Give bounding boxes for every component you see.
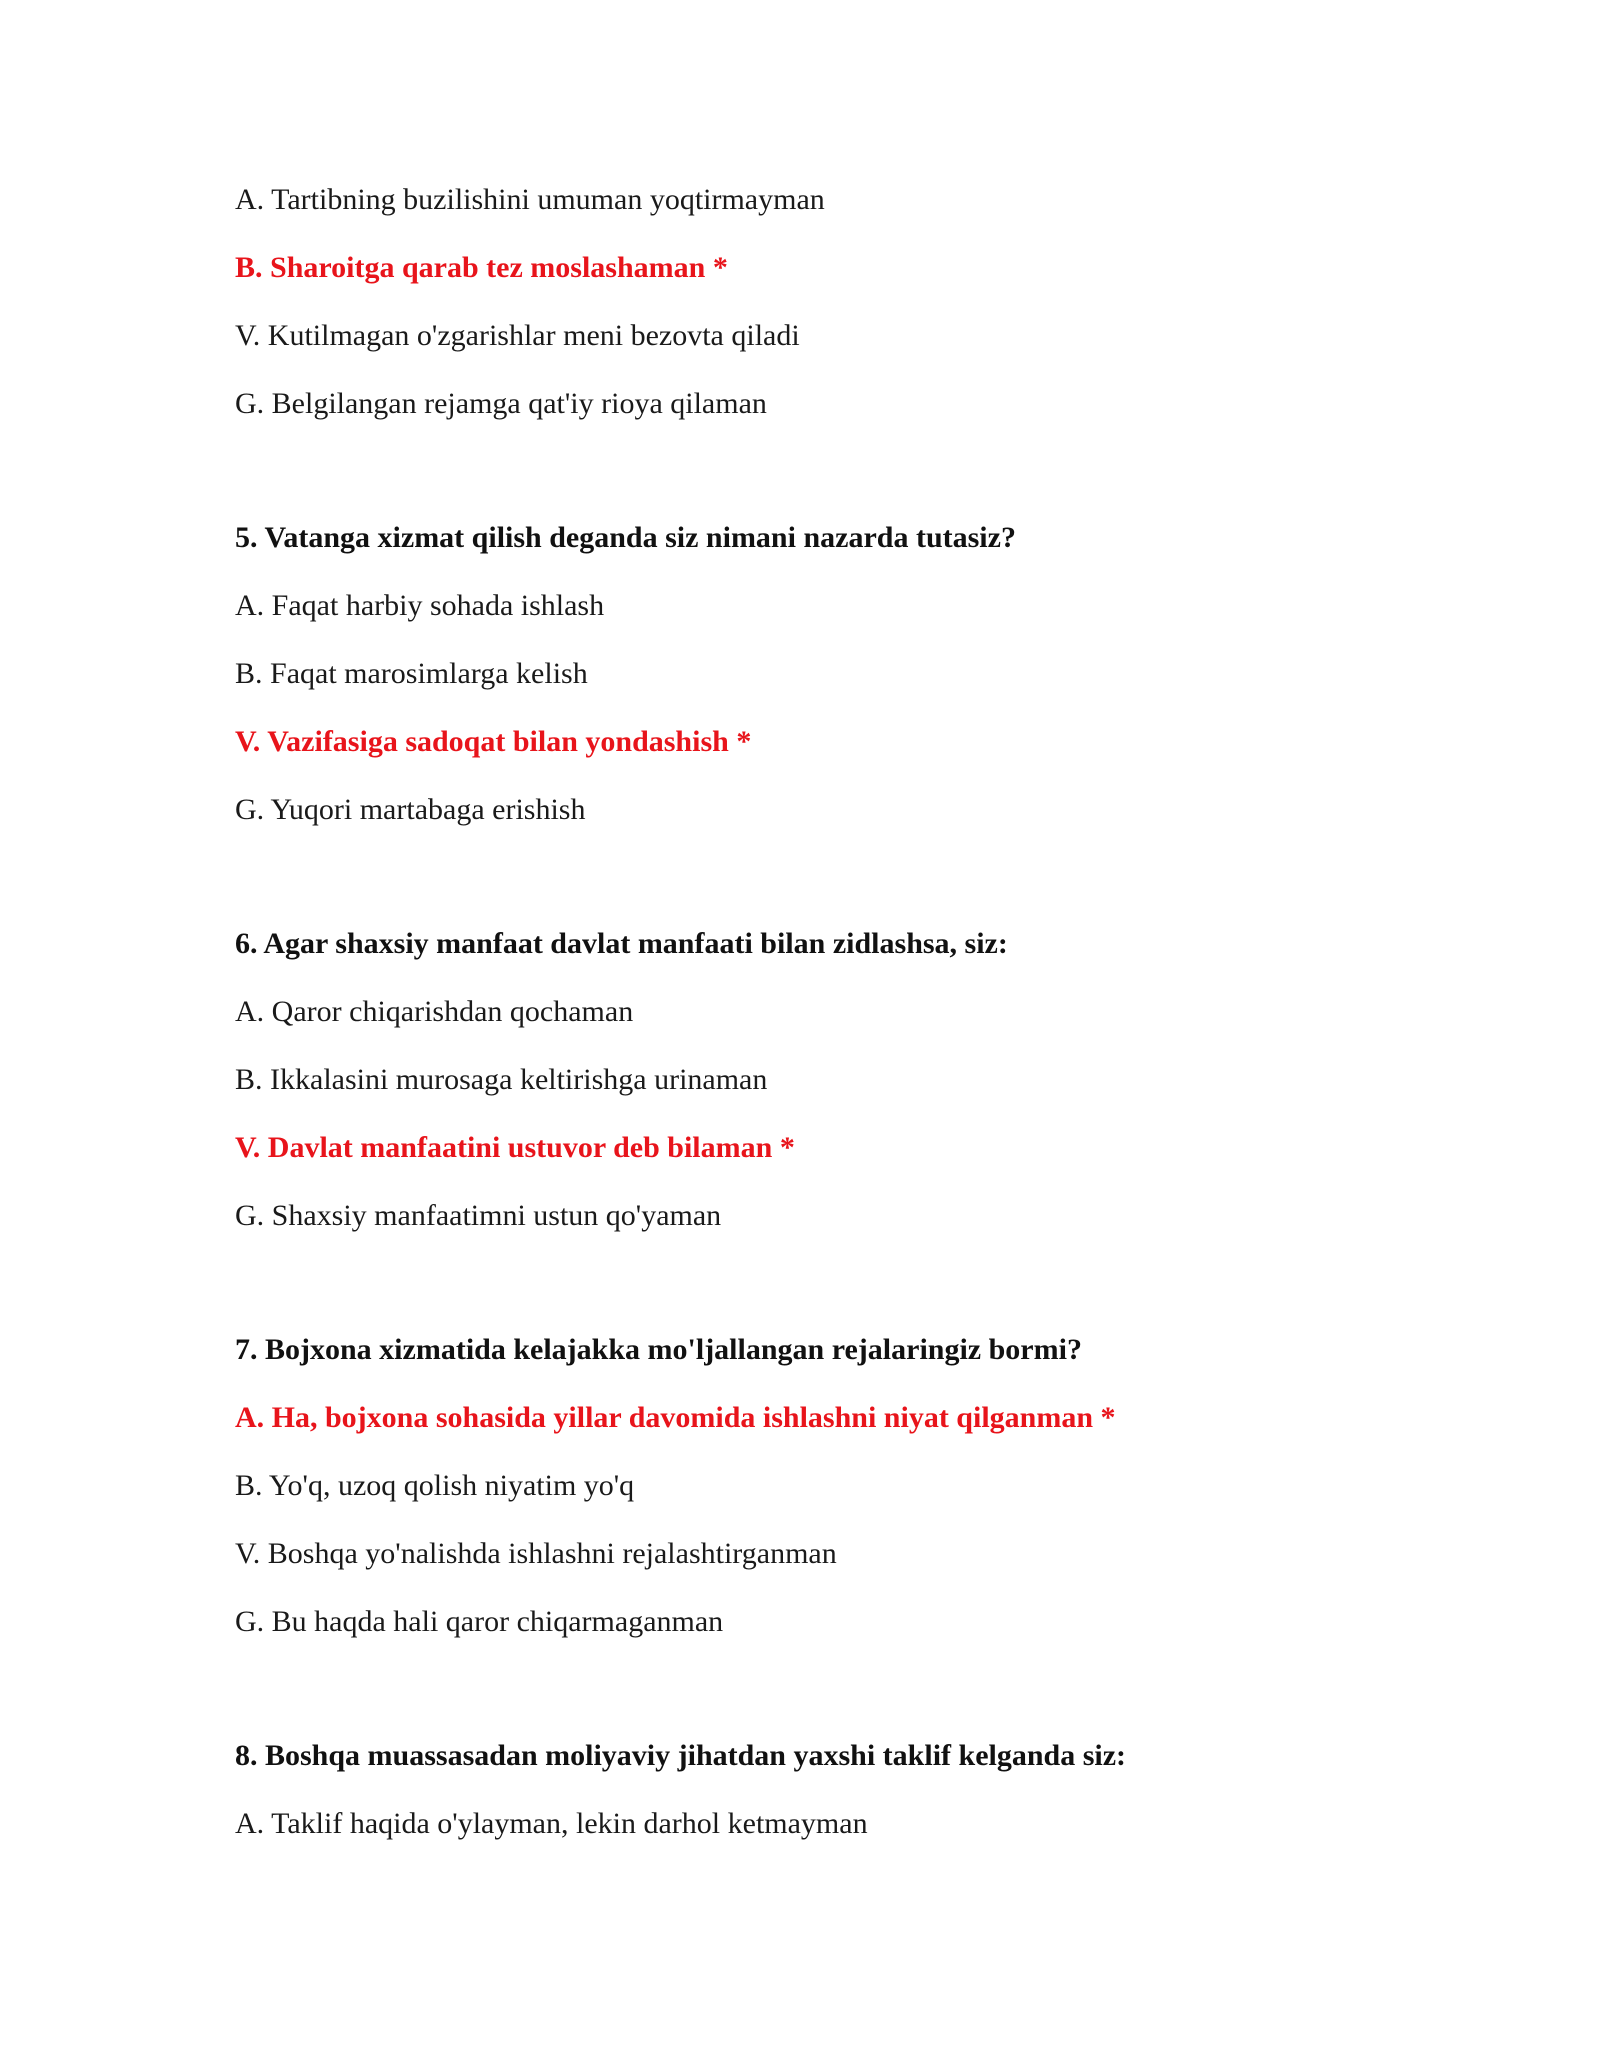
answer-g: G. Belgilangan rejamga qat'iy rioya qilaman [235,387,767,420]
answer-g: G. Shaxsiy manfaatimni ustun qo'yaman [235,1199,722,1232]
question-block-5 [235,518,1435,830]
question-heading: 8. Boshqa muassasadan moliyaviy jihatdan yaxshi taklif kelganda siz: [235,1739,1127,1772]
answer-g: G. Yuqori martabaga erishish [235,793,586,826]
spacer [235,452,1435,518]
document-page [235,180,1435,1872]
answer-b: B. Yo'q, uzoq qolish niyatim yo'q [235,1469,635,1502]
question-heading: 7. Bojxona xizmatida kelajakka mo'ljallangan rejalaringiz bormi? [235,1333,1082,1366]
answer-a: A. Qaror chiqarishdan qochaman [235,995,634,1028]
answer-v: V. Kutilmagan o'zgarishlar meni bezovta qiladi [235,319,800,352]
question-heading: 5. Vatanga xizmat qilish deganda siz nimani nazarda tutasiz? [235,521,1016,554]
question-block-7 [235,1330,1435,1642]
answer-a: A. Faqat harbiy sohada ishlash [235,589,605,622]
answer-a-correct: A. Ha, bojxona sohasida yillar davomida ishlashni niyat qilganman * [235,1401,1116,1434]
answer-a: A. Tartibning buzilishini umuman yoqtirmayman [235,183,825,216]
answer-b-correct: B. Sharoitga qarab tez moslashaman * [235,251,728,284]
answer-a: A. Taklif haqida o'ylayman, lekin darhol ketmayman [235,1807,868,1840]
spacer [235,1670,1435,1736]
question-block-8 [235,1736,1435,1844]
answer-b: B. Ikkalasini murosaga keltirishga urinaman [235,1063,768,1096]
question-heading: 6. Agar shaxsiy manfaat davlat manfaati bilan zidlashsa, siz: [235,927,1008,960]
answer-v-correct: V. Vazifasiga sadoqat bilan yondashish * [235,725,752,758]
answer-g: G. Bu haqda hali qaror chiqarmaganman [235,1605,724,1638]
answer-v: V. Boshqa yo'nalishda ishlashni rejalashtirganman [235,1537,837,1570]
question-block-6 [235,924,1435,1236]
spacer [235,858,1435,924]
answer-b: B. Faqat marosimlarga kelish [235,657,588,690]
answer-v-correct: V. Davlat manfaatini ustuvor deb bilaman * [235,1131,795,1164]
question-block-4-continued [235,180,1435,424]
spacer [235,1264,1435,1330]
